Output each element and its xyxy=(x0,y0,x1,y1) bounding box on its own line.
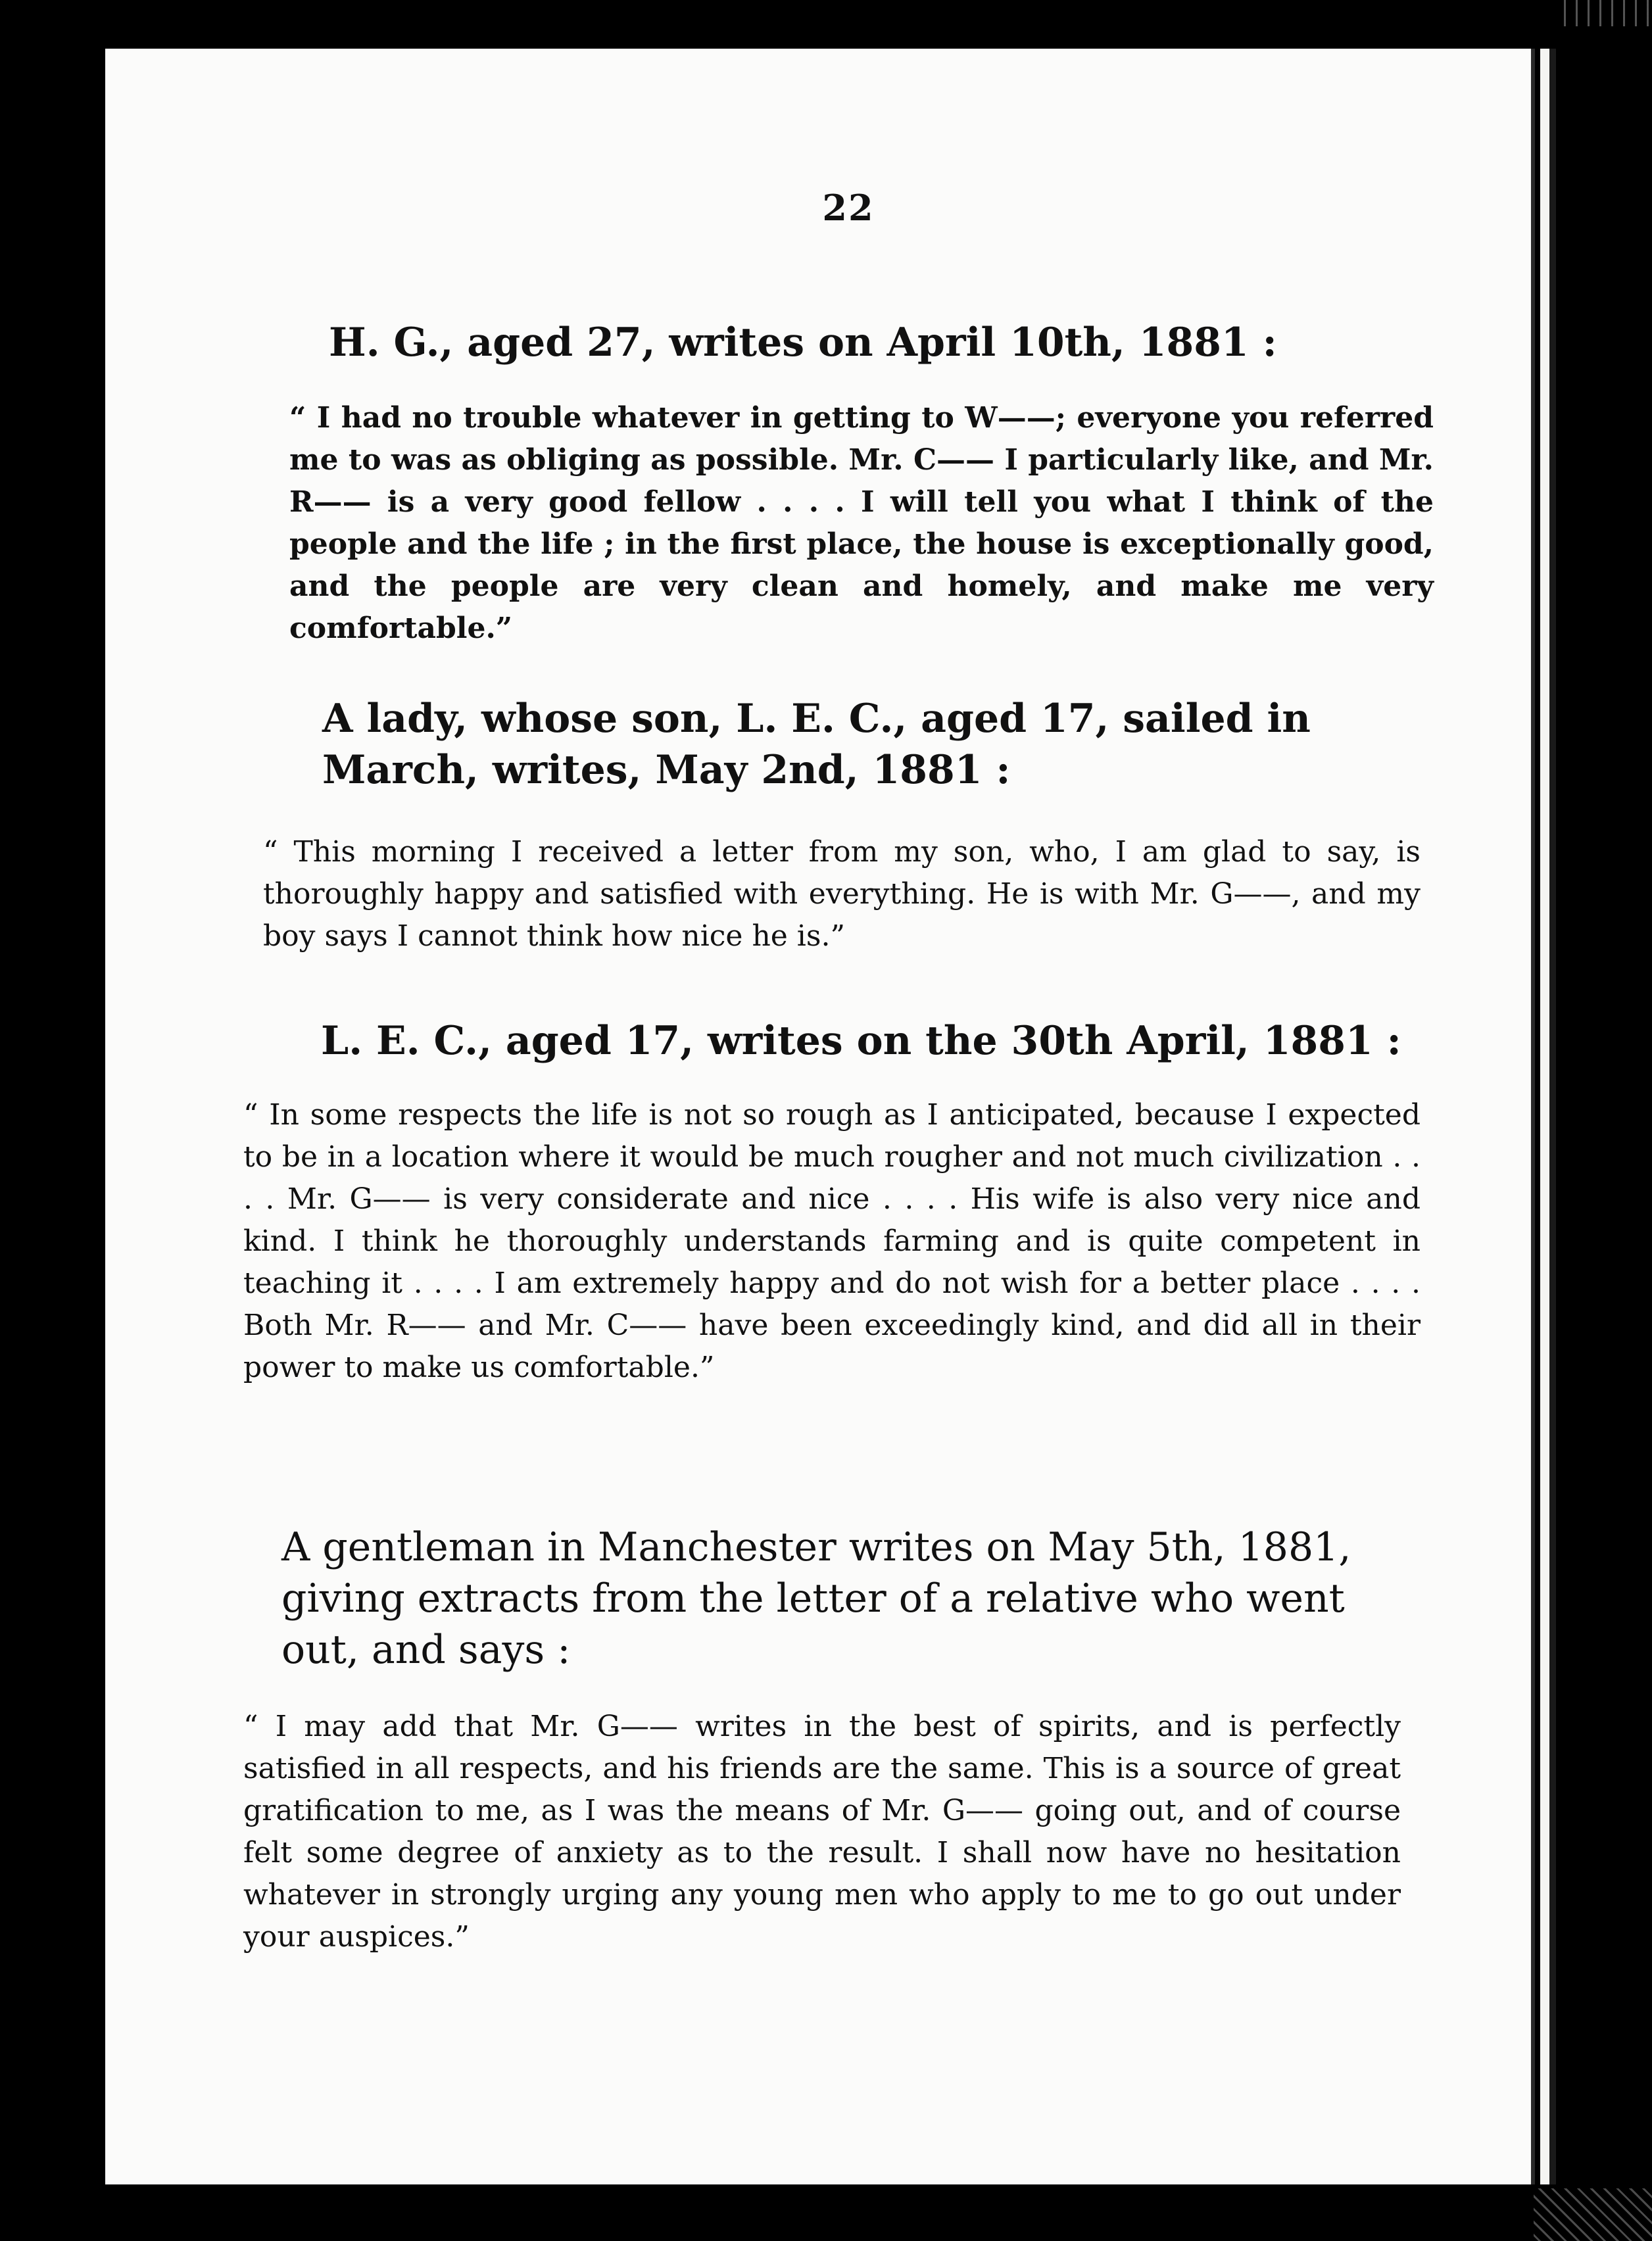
section-quote: “ I had no trouble whatever in getting to W——; everyone you referred me to was as obliging as possible. Mr. C—— I particularly like, and Mr. R—— is a very good fellow . . . . I will tell you what I think of the people and the life ; in the first place, the house is exceptionally good, and the people are very clean and homely, and make me very comfortable.” xyxy=(289,401,1434,645)
section-quote: “ In some respects the life is not so rough as I anticipated, because I expected to be in a location where it would be much rougher and not much civilization . . . . Mr. G—— is very considerate and nice . . . . His wife is also very nice and kind. I think he thoroughly understands farming and is quite competent in teaching it . . . . I am extremely happy and do not wish for a better place . . . . Both Mr. R—— and Mr. C—— have been exceedingly kind, and did all in their power to make us comfortable.” xyxy=(243,1098,1421,1384)
page-edge xyxy=(1540,49,1549,2184)
page-edge-shadow xyxy=(1549,49,1556,2184)
section-quote: “ I may add that Mr. G—— writes in the best of spirits, and is perfectly satisfied in all respects, and his friends are the same. This is a source of great gratification to me, as I was the means of Mr. G—— going out, and of course felt some degree of anxiety as to the result. I shall now have no hesitation whatever in strongly urging any young men who apply to me to go out under your auspices.” xyxy=(243,1710,1401,1954)
section-heading: H. G., aged 27, writes on April 10th, 1881 : xyxy=(329,320,1277,366)
page-number: 22 xyxy=(822,187,875,229)
section-heading: A gentleman in Manchester writes on May 5th, 1881, giving extracts from the letter of a relative who went out, and says : xyxy=(281,1524,1351,1673)
scan-noise-bottom xyxy=(1534,2188,1652,2241)
book-page xyxy=(105,49,1535,2184)
scan-noise-top xyxy=(1560,0,1652,26)
section-heading: A lady, whose son, L. E. C., aged 17, sailed in March, writes, May 2nd, 1881 : xyxy=(322,696,1311,793)
section-heading: L. E. C., aged 17, writes on the 30th April, 1881 : xyxy=(321,1018,1401,1064)
section-quote: “ This morning I received a letter from my son, who, I am glad to say, is thoroughly happy and satisfied with everything. He is with Mr. G——, and my boy says I cannot think how nice he is.” xyxy=(263,835,1421,953)
